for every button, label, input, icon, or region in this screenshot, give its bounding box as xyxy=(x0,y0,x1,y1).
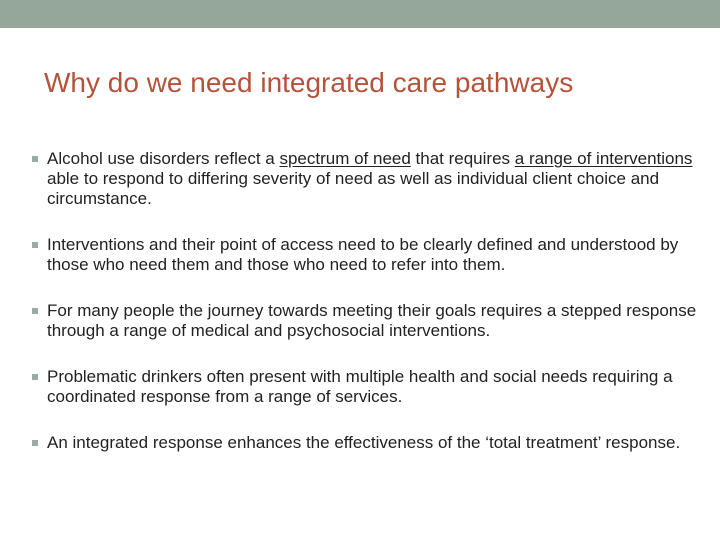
bullet-text-segment: For many people the journey towards meeting their goals requires a stepped response through a range of medical and psychosocial interventions. xyxy=(47,301,697,340)
bullet-marker-icon xyxy=(32,242,38,248)
bullet-text-segment: able to respond to differing severity of need as well as individual client choice and circumstance. xyxy=(47,169,660,208)
top-accent-bar xyxy=(0,0,720,28)
bullet-list xyxy=(32,149,704,453)
bullet-marker-icon xyxy=(32,308,38,314)
bullet-item xyxy=(32,433,704,453)
bullet-marker-icon xyxy=(32,156,38,162)
bullet-marker-icon xyxy=(32,440,38,446)
bullet-item xyxy=(32,235,704,275)
slide-title: Why do we need integrated care pathways xyxy=(44,67,574,98)
bullet-text-segment: An integrated response enhances the effectiveness of the ‘total treatment’ response. xyxy=(47,433,681,452)
bullet-item xyxy=(32,367,704,407)
bullet-text-segment: that requires xyxy=(410,149,515,168)
bullet-text-segment: Interventions and their point of access need to be clearly defined and understood by those who need them and those who need to refer into them. xyxy=(47,235,679,274)
bullet-text-segment-underlined: spectrum of need xyxy=(279,149,411,168)
bullet-text-segment: Alcohol use disorders reflect a xyxy=(47,149,280,168)
bullet-item xyxy=(32,149,704,209)
bullet-item xyxy=(32,301,704,341)
bullet-text-segment-underlined: a range of interventions xyxy=(514,149,693,168)
bullet-text-segment: Problematic drinkers often present with multiple health and social needs requiring a coordinated response from a range of services. xyxy=(47,367,673,406)
bullet-marker-icon xyxy=(32,374,38,380)
